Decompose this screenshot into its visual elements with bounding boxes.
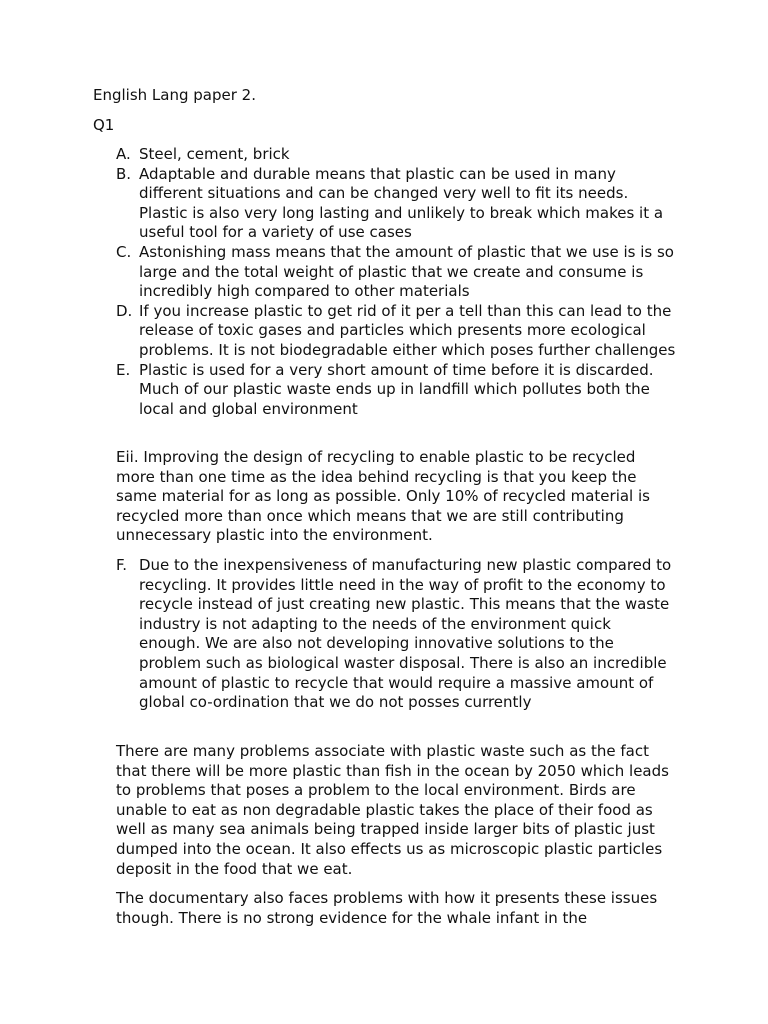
eii-paragraph: Eii. Improving the design of recycling to enable plastic to be recycled more than one time as the idea behind recycling is that you keep the same material for as long as possible. Only 10% of recycled material is recycled more than once which means that we are still contributing unnecessary plastic into the environment. <box>116 448 650 545</box>
answer-item-e <box>116 361 676 420</box>
answer-item-c <box>116 243 676 302</box>
answer-letter: A. <box>116 145 131 163</box>
answer-text: If you increase plastic to get rid of it per a tell than this can lead to the release of toxic gases and particles which presents more ecological problems. It is not biodegradable either which poses further challenges <box>139 301 676 359</box>
answer-text: Adaptable and durable means that plastic can be used in many different situations and can be changed very well to fit its needs. Plastic is also very long lasting and unlikely to break which makes it a useful tool for a variety of use cases <box>139 164 664 242</box>
answer-letter: F. <box>116 556 127 574</box>
question-label: Q1 <box>93 116 115 134</box>
answer-text: Plastic is used for a very short amount of time before it is discarded. Much of our plastic waste ends up in landfill which pollutes both the local and global environment <box>139 360 654 418</box>
answer-item-f <box>116 556 676 713</box>
answer-letter: D. <box>116 301 133 320</box>
answer-item-a <box>116 145 676 165</box>
answer-letter: B. <box>116 164 132 183</box>
answer-letter: E. <box>116 360 131 379</box>
documentary-paragraph: The documentary also faces problems with how it presents these issues though. There is no strong evidence for the whale infant in the <box>116 889 658 927</box>
problems-paragraph: There are many problems associate with plastic waste such as the fact that there will be more plastic than fish in the ocean by 2050 which leads to problems that poses a problem to the local environment. Birds are unable to eat as non degradable plastic takes the place of their food as well as many sea animals being trapped inside larger bits of plastic just dumped into the ocean. It also effects us as microscopic plastic particles deposit in the food that we eat. <box>116 742 669 878</box>
answer-text: Astonishing mass means that the amount of plastic that we use is is so large and the total weight of plastic that we create and consume is incredibly high compared to other materials <box>139 242 674 301</box>
answer-letter: C. <box>116 242 132 261</box>
answer-item-b <box>116 165 676 243</box>
answer-list-f <box>116 556 676 713</box>
answer-text: Due to the inexpensiveness of manufacturing new plastic compared to recycling. It provides little need in the way of profit to the economy to recycle instead of just creating new plastic. This means that the waste industry is not adapting to the needs of the environment quick enough. We are also not developing innovative solutions to the problem such as biological waster disposal. There is also an incredible amount of plastic to recycle that would require a massive amount of global co-ordination that we do not posses currently <box>139 556 672 712</box>
document-title: English Lang paper 2. <box>93 86 256 104</box>
answer-text: Steel, cement, brick <box>139 145 290 163</box>
answer-item-d <box>116 302 676 361</box>
answer-list <box>116 145 676 419</box>
